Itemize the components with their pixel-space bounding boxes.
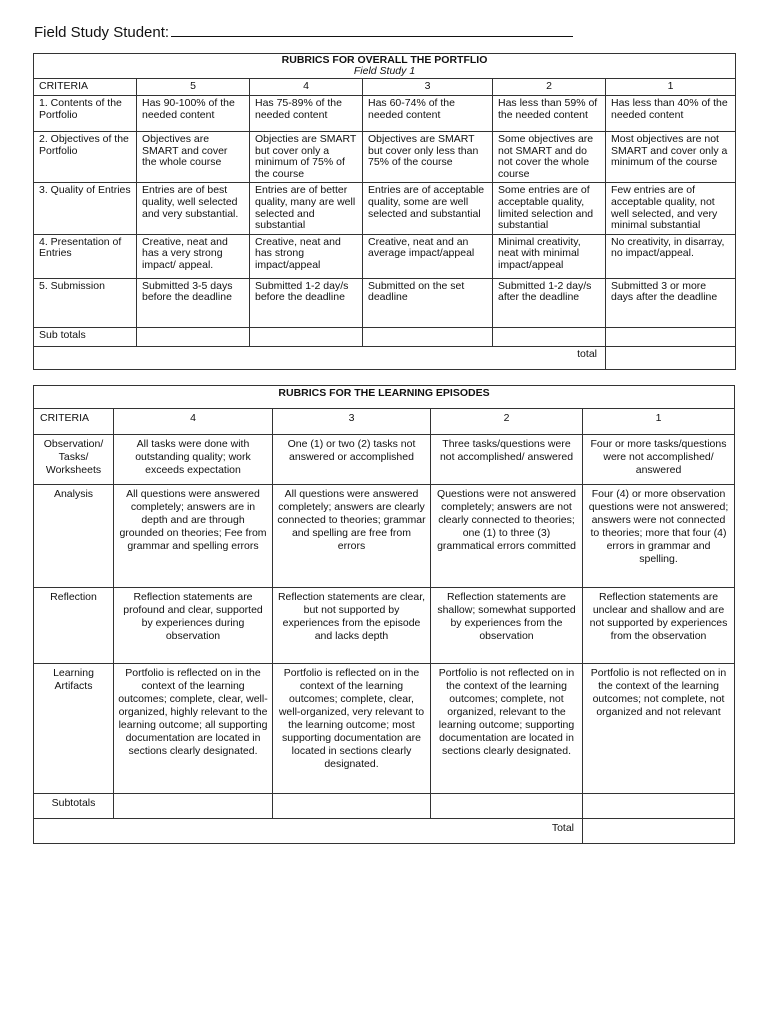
criteria-cell: Analysis (34, 485, 114, 588)
rubric-cell: Creative, neat and has strong impact/appeal (250, 234, 363, 278)
rubric-cell: Has less than 59% of the needed content (493, 96, 606, 132)
table-row (34, 485, 735, 588)
rubric-cell: Questions were not answered completely; answers are not clearly connected to theories; one (1) to three (3) grammatical errors committed (431, 485, 583, 588)
portfolio-rubric-subtitle: Field Study 1 (353, 65, 416, 77)
rubric-cell: All questions were answered completely; answers are clearly connected to theories; grammar and spelling are free from errors (273, 485, 431, 588)
rubric-cell: Portfolio is not reflected on in the context of the learning outcomes; complete, not organized, relevant to the learning outcome; supporting documentation are located in sections clearly designated. (431, 664, 583, 794)
learning-header-row (34, 409, 735, 435)
rubric-cell: Three tasks/questions were not accomplished/ answered (431, 435, 583, 485)
table-row (34, 588, 735, 664)
score-cell[interactable] (273, 794, 431, 819)
rubric-cell: Entries are of better quality, many are well selected and substantial (250, 183, 363, 234)
rubric-cell: Submitted 1-2 day/s before the deadline (250, 278, 363, 327)
rubric-cell: Reflection statements are clear, but not supported by experiences from the episode and lacks depth (273, 588, 431, 664)
total-label: total (34, 346, 606, 369)
rubric-cell: Portfolio is reflected on in the context of the learning outcomes; complete, clear, well-organized, very relevant to the learning outcome; most supporting documentation are located in sections clearly designated. (273, 664, 431, 794)
score-cell[interactable] (250, 327, 363, 346)
header-cell: 3 (273, 409, 431, 435)
learning-episodes-rubric-table (33, 385, 735, 844)
rubric-cell: Submitted 3-5 days before the deadline (137, 278, 250, 327)
total-row (34, 346, 736, 369)
criteria-cell: 3. Quality of Entries (34, 183, 137, 234)
score-cell[interactable] (493, 327, 606, 346)
header-cell: 3 (363, 79, 493, 96)
table-row (34, 664, 735, 794)
student-name-blank[interactable] (171, 22, 573, 37)
header-cell: 4 (250, 79, 363, 96)
score-cell[interactable] (114, 794, 273, 819)
table-row (34, 234, 736, 278)
learning-episodes-rubric-title: RUBRICS FOR THE LEARNING EPISODES (34, 386, 735, 409)
rubric-cell: Some objectives are not SMART and do not cover the whole course (493, 132, 606, 183)
portfolio-rubric-title-cell (34, 54, 736, 79)
criteria-cell: Learning Artifacts (34, 664, 114, 794)
subtotals-label: Sub totals (34, 327, 137, 346)
header-cell: 5 (137, 79, 250, 96)
header-cell: 4 (114, 409, 273, 435)
criteria-cell: 1. Contents of the Portfolio (34, 96, 137, 132)
total-row (34, 819, 735, 844)
rubric-cell: Has 60-74% of the needed content (363, 96, 493, 132)
subtotals-label: Subtotals (34, 794, 114, 819)
table-row (34, 183, 736, 234)
score-cell[interactable] (606, 327, 736, 346)
header-cell: CRITERIA (34, 409, 114, 435)
rubric-cell: Four or more tasks/questions were not accomplished/ answered (583, 435, 735, 485)
rubric-cell: Has less than 40% of the needed content (606, 96, 736, 132)
rubric-cell: Entries are of acceptable quality, some are well selected and substantial (363, 183, 493, 234)
rubric-cell: Submitted 1-2 day/s after the deadline (493, 278, 606, 327)
score-cell[interactable] (363, 327, 493, 346)
rubric-cell: Creative, neat and an average impact/appeal (363, 234, 493, 278)
portfolio-header-row (34, 79, 736, 96)
score-cell[interactable] (431, 794, 583, 819)
header-cell: 2 (431, 409, 583, 435)
criteria-cell: 2. Objectives of the Portfolio (34, 132, 137, 183)
criteria-cell: 5. Submission (34, 278, 137, 327)
table-row (34, 96, 736, 132)
score-cell[interactable] (137, 327, 250, 346)
student-name-line (34, 22, 573, 41)
rubric-cell: Reflection statements are profound and clear, supported by experiences during observation (114, 588, 273, 664)
rubric-cell: Submitted on the set deadline (363, 278, 493, 327)
rubric-cell: Minimal creativity, neat with minimal impact/appeal (493, 234, 606, 278)
rubric-cell: Reflection statements are shallow; somewhat supported by experiences from the observation (431, 588, 583, 664)
rubric-cell: Portfolio is not reflected on in the context of the learning outcomes; not complete, not organized and not relevant (583, 664, 735, 794)
rubric-cell: Objecties are SMART but cover only a minimum of 75% of the course (250, 132, 363, 183)
header-cell: CRITERIA (34, 79, 137, 96)
rubric-cell: Objectives are SMART but cover only less than 75% of the course (363, 132, 493, 183)
subtotals-row (34, 794, 735, 819)
criteria-cell: Observation/ Tasks/ Worksheets (34, 435, 114, 485)
rubric-cell: Portfolio is reflected on in the context of the learning outcomes; complete, clear, well-organized, highly relevant to the learning outcome; all supporting documentation are located in sections clearly designated. (114, 664, 273, 794)
total-label: Total (34, 819, 583, 844)
rubric-cell: Has 75-89% of the needed content (250, 96, 363, 132)
student-name-label: Field Study Student: (34, 24, 170, 41)
rubric-cell: Reflection statements are unclear and shallow and are not supported by experiences from the observation (583, 588, 735, 664)
score-cell[interactable] (583, 794, 735, 819)
portfolio-rubric-table (33, 53, 736, 370)
rubric-cell: All questions were answered completely; answers are in depth and are through grounded on theories; Fee from grammar and spelling errors (114, 485, 273, 588)
rubric-cell: Most objectives are not SMART and cover only a minimum of the course (606, 132, 736, 183)
rubric-cell: One (1) or two (2) tasks not answered or accomplished (273, 435, 431, 485)
rubric-cell: Some entries are of acceptable quality, limited selection and substantial (493, 183, 606, 234)
header-cell: 2 (493, 79, 606, 96)
table-row (34, 435, 735, 485)
subtotals-row (34, 327, 736, 346)
rubric-cell: Four (4) or more observation questions were not answered; answers were not connected to theories; more that four (4) errors in grammar and spelling. (583, 485, 735, 588)
portfolio-rubric-title: RUBRICS FOR OVERALL THE PORTFLIO (281, 54, 488, 66)
criteria-cell: 4. Presentation of Entries (34, 234, 137, 278)
rubric-cell: Submitted 3 or more days after the deadline (606, 278, 736, 327)
rubric-cell: Entries are of best quality, well selected and very substantial. (137, 183, 250, 234)
rubric-cell: Creative, neat and has a very strong impact/ appeal. (137, 234, 250, 278)
header-cell: 1 (606, 79, 736, 96)
table-row (34, 132, 736, 183)
rubric-cell: Objectives are SMART and cover the whole course (137, 132, 250, 183)
table-row (34, 278, 736, 327)
rubric-cell: Few entries are of acceptable quality, not well selected, and very minimal substantial (606, 183, 736, 234)
rubric-cell: All tasks were done with outstanding quality; work exceeds expectation (114, 435, 273, 485)
rubric-cell: Has 90-100% of the needed content (137, 96, 250, 132)
criteria-cell: Reflection (34, 588, 114, 664)
rubric-cell: No creativity, in disarray, no impact/appeal. (606, 234, 736, 278)
header-cell: 1 (583, 409, 735, 435)
total-cell[interactable] (606, 346, 736, 369)
total-cell[interactable] (583, 819, 735, 844)
